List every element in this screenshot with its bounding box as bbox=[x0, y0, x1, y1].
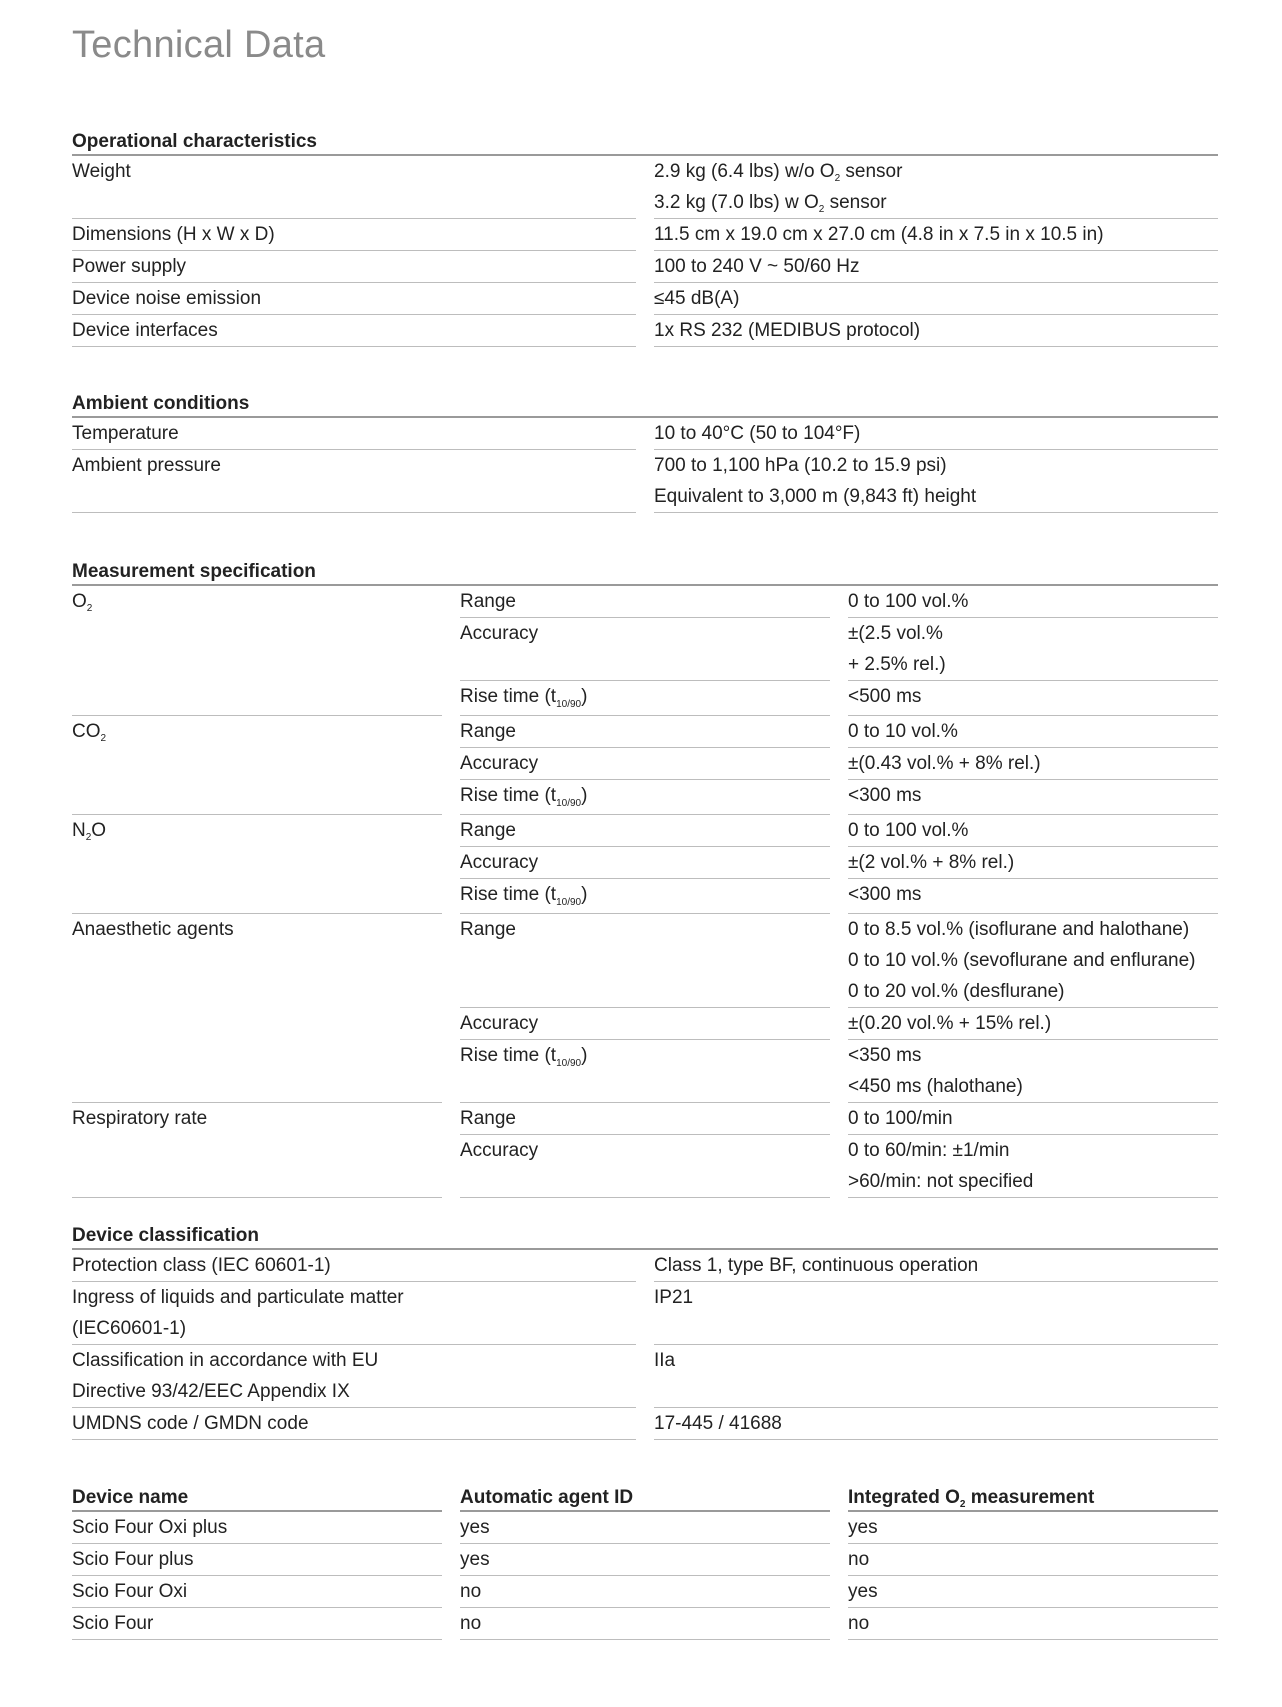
param-label: Accuracy bbox=[460, 618, 830, 681]
param-value: 0 to 10 vol.% bbox=[848, 716, 1218, 748]
row-value: 1x RS 232 (MEDIBUS protocol) bbox=[654, 315, 1218, 347]
row-label: Ambient pressure bbox=[72, 450, 636, 513]
table-row bbox=[72, 315, 1218, 347]
param-value: <350 ms <450 ms (halothane) bbox=[848, 1040, 1218, 1103]
o2-measurement-value: yes bbox=[848, 1512, 1218, 1544]
param-label: Accuracy bbox=[460, 1135, 830, 1198]
o2-measurement-value: no bbox=[848, 1544, 1218, 1576]
agent-id-value: no bbox=[460, 1608, 830, 1640]
param-label: Range bbox=[460, 815, 830, 847]
group-name: $O_2$ bbox=[72, 586, 442, 716]
row-label: Dimensions (H x W x D) bbox=[72, 219, 636, 251]
param-value: 0 to 8.5 vol.% (isoflurane and halothane) 0 to 10 vol.% (sevoflurane and enflurane) 0 to 20 vol.% (desflurane) bbox=[848, 914, 1218, 1008]
measurement-section bbox=[72, 558, 1218, 1198]
table-row bbox=[460, 1103, 1218, 1135]
agent-id-value: no bbox=[460, 1576, 830, 1608]
table-row bbox=[460, 1008, 1218, 1040]
param-label: Range bbox=[460, 716, 830, 748]
device-name: Scio Four Oxi plus bbox=[72, 1512, 442, 1544]
device-name: Scio Four plus bbox=[72, 1544, 442, 1576]
table-row bbox=[72, 418, 1218, 450]
measurement-group-n2o bbox=[72, 815, 1218, 914]
column-header-agent-id: Automatic agent ID bbox=[460, 1484, 830, 1512]
row-label: Temperature bbox=[72, 418, 636, 450]
group-name: $N_2O$ bbox=[72, 815, 442, 914]
agent-id-value: yes bbox=[460, 1512, 830, 1544]
row-label: Weight bbox=[72, 156, 636, 219]
param-label: Accuracy bbox=[460, 847, 830, 879]
param-label: Rise time $(t_{10/90})$ bbox=[460, 681, 830, 716]
device-table bbox=[72, 1484, 1218, 1640]
param-value: <300 ms bbox=[848, 879, 1218, 914]
row-value: IIa bbox=[654, 1345, 1218, 1408]
row-value: 700 to 1,100 hPa (10.2 to 15.9 psi) Equivalent to 3,000 m (9,843 ft) height bbox=[654, 450, 1218, 513]
row-label: Protection class (IEC 60601-1) bbox=[72, 1250, 636, 1282]
agent-id-value: yes bbox=[460, 1544, 830, 1576]
table-row bbox=[72, 450, 1218, 513]
classification-section bbox=[72, 1222, 1218, 1440]
row-label: Device interfaces bbox=[72, 315, 636, 347]
param-value: 0 to 100 vol.% bbox=[848, 586, 1218, 618]
param-value: ±(2 vol.% + 8% rel.) bbox=[848, 847, 1218, 879]
table-row bbox=[460, 1040, 1218, 1103]
row-label: Power supply bbox=[72, 251, 636, 283]
section-heading: Operational characteristics bbox=[72, 128, 1218, 156]
row-value: 2.9 kg (6.4 lbs) w/o $O_2$ sensor 3.2 kg (7.0 lbs) w $O_2$ sensor bbox=[654, 156, 1218, 219]
table-row bbox=[72, 1282, 1218, 1345]
section-heading: Device classification bbox=[72, 1222, 1218, 1250]
table-row bbox=[72, 1345, 1218, 1408]
row-value: ≤45 dB(A) bbox=[654, 283, 1218, 315]
o2-measurement-value: yes bbox=[848, 1576, 1218, 1608]
param-value: 0 to 100 vol.% bbox=[848, 815, 1218, 847]
param-value: <500 ms bbox=[848, 681, 1218, 716]
column-header-o2-measurement: Integrated $O_2$ measurement bbox=[848, 1484, 1218, 1512]
table-row bbox=[72, 1576, 1218, 1608]
row-label: Device noise emission bbox=[72, 283, 636, 315]
param-label: Accuracy bbox=[460, 1008, 830, 1040]
table-row bbox=[460, 815, 1218, 847]
ambient-section bbox=[72, 390, 1218, 513]
row-value: 100 to 240 V ~ 50/60 Hz bbox=[654, 251, 1218, 283]
param-label: Rise time $(t_{10/90})$ bbox=[460, 780, 830, 815]
row-label: Classification in accordance with EU Directive 93/42/EEC Appendix IX bbox=[72, 1345, 636, 1408]
table-row bbox=[460, 847, 1218, 879]
table-row bbox=[72, 219, 1218, 251]
operational-section bbox=[72, 128, 1218, 347]
device-name: Scio Four bbox=[72, 1608, 442, 1640]
table-row bbox=[72, 156, 1218, 219]
param-label: Range bbox=[460, 914, 830, 1008]
row-value: Class 1, type BF, continuous operation bbox=[654, 1250, 1218, 1282]
table-row bbox=[460, 586, 1218, 618]
device-name: Scio Four Oxi bbox=[72, 1576, 442, 1608]
table-row bbox=[72, 1512, 1218, 1544]
table-row bbox=[460, 681, 1218, 716]
table-row bbox=[72, 1250, 1218, 1282]
row-value: IP21 bbox=[654, 1282, 1218, 1345]
group-name: $CO_2$ bbox=[72, 716, 442, 815]
param-label: Range bbox=[460, 586, 830, 618]
param-label: Rise time $(t_{10/90})$ bbox=[460, 879, 830, 914]
table-row bbox=[72, 1408, 1218, 1440]
param-label: Range bbox=[460, 1103, 830, 1135]
measurement-group-agents bbox=[72, 914, 1218, 1103]
section-heading: Measurement specification bbox=[72, 558, 1218, 586]
row-value: 10 to 40°C (50 to 104°F) bbox=[654, 418, 1218, 450]
table-row bbox=[72, 283, 1218, 315]
group-name: Anaesthetic agents bbox=[72, 914, 442, 1103]
table-row bbox=[72, 251, 1218, 283]
param-value: <300 ms bbox=[848, 780, 1218, 815]
group-name: Respiratory rate bbox=[72, 1103, 442, 1198]
device-table-header bbox=[72, 1484, 1218, 1512]
table-row bbox=[460, 1135, 1218, 1198]
param-value: ±(2.5 vol.% + 2.5% rel.) bbox=[848, 618, 1218, 681]
table-row bbox=[72, 1608, 1218, 1640]
measurement-group-co2 bbox=[72, 716, 1218, 815]
param-label: Accuracy bbox=[460, 748, 830, 780]
param-value: ±(0.43 vol.% + 8% rel.) bbox=[848, 748, 1218, 780]
row-value: 17-445 / 41688 bbox=[654, 1408, 1218, 1440]
row-label: Ingress of liquids and particulate matter (IEC60601-1) bbox=[72, 1282, 636, 1345]
param-value: 0 to 100/min bbox=[848, 1103, 1218, 1135]
measurement-group-resp bbox=[72, 1103, 1218, 1198]
section-heading: Ambient conditions bbox=[72, 390, 1218, 418]
measurement-group-o2 bbox=[72, 586, 1218, 716]
table-row bbox=[460, 879, 1218, 914]
column-header-device-name: Device name bbox=[72, 1484, 442, 1512]
table-row bbox=[460, 780, 1218, 815]
table-row bbox=[460, 618, 1218, 681]
table-row bbox=[72, 1544, 1218, 1576]
table-row bbox=[460, 748, 1218, 780]
table-row bbox=[460, 914, 1218, 1008]
param-label: Rise time $(t_{10/90})$ bbox=[460, 1040, 830, 1103]
o2-measurement-value: no bbox=[848, 1608, 1218, 1640]
page-title: Technical Data bbox=[72, 24, 326, 66]
param-value: 0 to 60/min: ±1/min >60/min: not specified bbox=[848, 1135, 1218, 1198]
row-value: 11.5 cm x 19.0 cm x 27.0 cm (4.8 in x 7.5 in x 10.5 in) bbox=[654, 219, 1218, 251]
row-label: UMDNS code / GMDN code bbox=[72, 1408, 636, 1440]
param-value: ±(0.20 vol.% + 15% rel.) bbox=[848, 1008, 1218, 1040]
table-row bbox=[460, 716, 1218, 748]
